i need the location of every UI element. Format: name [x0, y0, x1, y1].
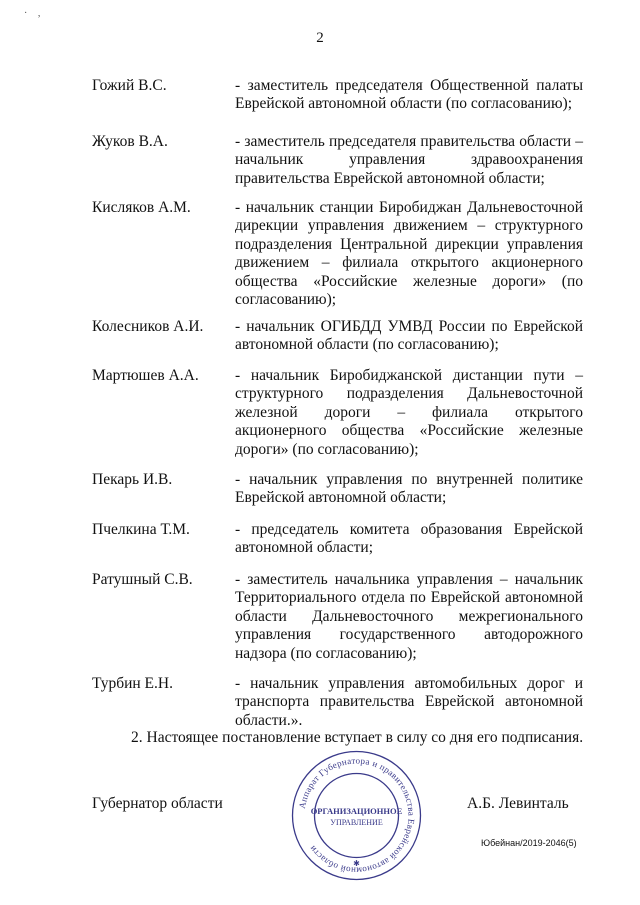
- official-seal: [289, 748, 424, 883]
- seal-center-text: УПРАВЛЕНИЕ: [330, 818, 383, 827]
- document-code: Юбейнан/2019-2046(5): [481, 838, 577, 848]
- page-number: 2: [316, 30, 324, 46]
- member-name: Колесников А.И.: [92, 318, 204, 335]
- member-role: - начальник управления по внутренней политике Еврейской автономной области;: [235, 471, 583, 507]
- signer-name: А.Б. Левинталь: [467, 795, 569, 812]
- seal-ring-text: Аппарат Губернатора и правительства Еврейской автономной области: [296, 755, 417, 876]
- seal-center-text: ОРГАНИЗАЦИОННОЕ: [310, 806, 403, 816]
- member-name: Кисляков А.М.: [92, 199, 191, 216]
- member-name: Пекарь И.В.: [92, 471, 173, 488]
- member-role: - заместитель председателя Общественной палаты Еврейской автономной области (по согласованию);: [235, 77, 583, 113]
- signer-title: Губернатор области: [92, 795, 223, 812]
- member-name: Жуков В.А.: [92, 133, 168, 150]
- scan-corner-marks: · ,: [24, 8, 45, 19]
- effective-clause: 2. Настоящее постановление вступает в силу со дня его подписания.: [131, 729, 584, 746]
- member-role: - заместитель председателя правительства области – начальник управления здравоохранения правительства Еврейской автономной области;: [235, 133, 583, 187]
- member-name: Пчелкина Т.М.: [92, 521, 190, 538]
- member-role: - начальник управления автомобильных дорог и транспорта правительства Еврейской автономной области.».: [235, 675, 583, 729]
- member-name: Турбин Е.Н.: [92, 675, 173, 692]
- seal-star-icon: ✱: [353, 859, 360, 868]
- member-role: - председатель комитета образования Еврейской автономной области;: [235, 521, 583, 557]
- member-role: - начальник станции Биробиджан Дальневосточной дирекции управления движением – структурного подразделения Центральной дирекции управления движением – филиала открытого акционерного общества «Российские железные дороги» (по согласованию);: [235, 199, 583, 309]
- member-name: Ратушный С.В.: [92, 571, 193, 588]
- member-role: - заместитель начальника управления – начальник Территориального отдела по Еврейской автономной области Дальневосточного межрегионального управления государственного автодорожного надзора (по согласованию);: [235, 571, 583, 662]
- member-name: Гожий В.С.: [92, 77, 167, 94]
- member-role: - начальник ОГИБДД УМВД России по Еврейской автономной области (по согласованию);: [235, 318, 583, 354]
- member-name: Мартюшев А.А.: [92, 367, 199, 384]
- member-role: - начальник Биробиджанской дистанции пути – структурного подразделения Дальневосточной железной дороги – филиала открытого акционерного общества «Российские железные дороги» (по согласованию);: [235, 367, 583, 458]
